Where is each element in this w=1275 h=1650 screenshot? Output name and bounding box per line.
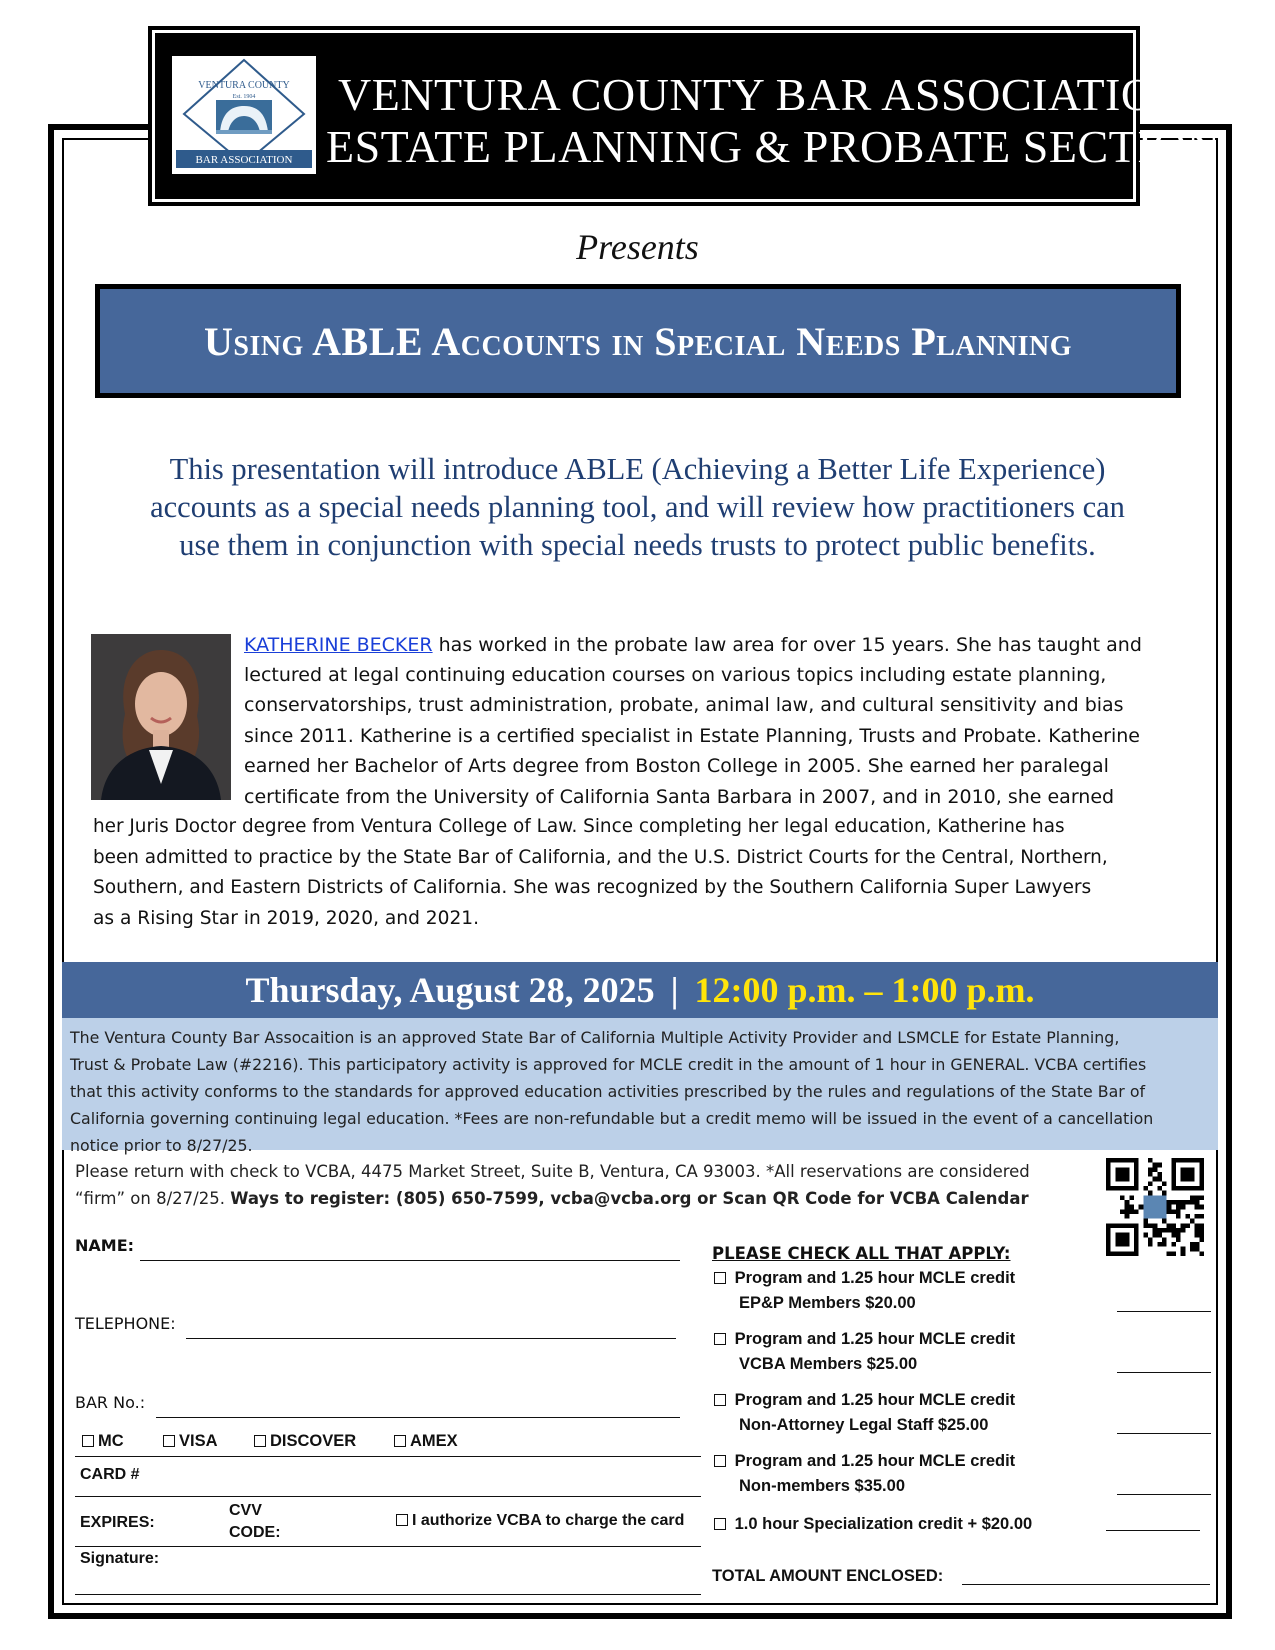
presents-text: Presents bbox=[576, 227, 699, 267]
bio-line: certificate from the University of California Santa Barbara in 2007, and in 2010, she earned bbox=[244, 786, 1115, 808]
event-date: Thursday, August 28, 2025 bbox=[245, 970, 655, 1010]
total-label: TOTAL AMOUNT ENCLOSED: bbox=[712, 1567, 944, 1585]
checkbox-icon[interactable] bbox=[82, 1435, 94, 1447]
card-type-divider bbox=[75, 1456, 701, 1457]
checkbox-icon[interactable] bbox=[714, 1394, 726, 1406]
register-ways: Ways to register: (805) 650-7599, vcba@vcba.org or Scan QR Code for VCBA Calendar bbox=[230, 1189, 1029, 1208]
option-epp-members[interactable]: Program and 1.25 hour MCLE credit EP&P Members $20.00 bbox=[714, 1266, 1015, 1316]
amount-line[interactable] bbox=[1117, 1433, 1211, 1434]
notice-line: Trust & Probate Law (#2216). This participatory activity is approved for MCLE credit in the amount of 1 hour in GENERAL. VCBA certifies bbox=[70, 1055, 1147, 1074]
event-time: 12:00 p.m. – 1:00 p.m. bbox=[694, 970, 1035, 1010]
expires-cvv-field[interactable] bbox=[75, 1546, 701, 1547]
checkbox-icon[interactable] bbox=[714, 1518, 726, 1530]
signature-label: Signature: bbox=[80, 1550, 160, 1567]
bio-line: lectured at legal continuing education courses on various topics including estate planning, bbox=[244, 664, 1107, 686]
card-number-field[interactable] bbox=[75, 1496, 701, 1497]
checkbox-icon[interactable] bbox=[396, 1514, 408, 1526]
date-separator: | bbox=[670, 970, 679, 1010]
amount-line[interactable] bbox=[1106, 1530, 1200, 1531]
option-vcba-members[interactable]: Program and 1.25 hour MCLE credit VCBA Members $25.00 bbox=[714, 1327, 1015, 1377]
bio-line: conservatorships, trust administration, probate, animal law, and cultural sensitivity and bias bbox=[244, 694, 1124, 716]
notice-line: notice prior to 8/27/25. bbox=[70, 1136, 253, 1155]
name-label: NAME: bbox=[75, 1236, 135, 1255]
header-line-2: ESTATE PLANNING & PROBATE SECTION bbox=[326, 121, 1221, 172]
notice-line: California governing continuing legal education. *Fees are non-refundable but a credit memo will be issued in the event of a cancellation bbox=[70, 1109, 1154, 1128]
intro-line: This presentation will introduce ABLE (Achieving a Better Life Experience) bbox=[169, 452, 1106, 486]
name-field[interactable] bbox=[140, 1260, 680, 1261]
option-specialization[interactable]: 1.0 hour Specialization credit + $20.00 bbox=[714, 1512, 1032, 1537]
bio-line: Southern, and Eastern Districts of California. She was recognized by the Southern California Super Lawyers bbox=[93, 877, 1092, 898]
amount-line[interactable] bbox=[1117, 1372, 1211, 1373]
authorize-checkbox[interactable]: I authorize VCBA to charge the card bbox=[396, 1512, 684, 1530]
checkbox-icon[interactable] bbox=[714, 1272, 726, 1284]
telephone-field[interactable] bbox=[186, 1338, 676, 1339]
bio-line: since 2011. Katherine is a certified specialist in Estate Planning, Trusts and Probate. Katherine bbox=[244, 725, 1140, 747]
speaker-photo bbox=[91, 634, 231, 800]
logo-est-text: Est. 1904 bbox=[232, 94, 256, 100]
vcba-logo bbox=[172, 56, 316, 174]
cvv-label: CVV CODE: bbox=[229, 1502, 281, 1541]
qr-code[interactable] bbox=[1106, 1158, 1204, 1256]
signature-field[interactable] bbox=[75, 1594, 701, 1595]
intro-line: use them in conjunction with special needs trusts to protect public benefits. bbox=[179, 528, 1096, 562]
program-title: Using ABLE Accounts in Special Needs Planning bbox=[203, 318, 1073, 364]
card-type-amex[interactable]: AMEX bbox=[394, 1432, 458, 1451]
telephone-label: TELEPHONE: bbox=[75, 1314, 176, 1333]
bio-line: been admitted to practice by the State Bar of California, and the U.S. District Courts for the Central, Northern, bbox=[93, 847, 1108, 868]
amount-line[interactable] bbox=[1117, 1494, 1211, 1495]
return-line: “firm” on 8/27/25. bbox=[75, 1189, 231, 1208]
bio-line: her Juris Doctor degree from Ventura College of Law. Since completing her legal education, Katherine has bbox=[93, 816, 1065, 837]
expires-label: EXPIRES: bbox=[80, 1514, 155, 1531]
return-line: Please return with check to VCBA, 4475 Market Street, Suite B, Ventura, CA 93003. *All reservations are considered bbox=[75, 1162, 1030, 1181]
speaker-name-link[interactable]: KATHERINE BECKER bbox=[244, 634, 433, 656]
option-non-attorney[interactable]: Program and 1.25 hour MCLE credit Non-Attorney Legal Staff $25.00 bbox=[714, 1388, 1015, 1438]
logo-bottom-text: BAR ASSOCIATION bbox=[195, 154, 293, 166]
card-type-visa[interactable]: VISA bbox=[163, 1432, 218, 1451]
bio-line: earned her Bachelor of Arts degree from Boston College in 2005. She earned her paralegal bbox=[244, 755, 1109, 777]
event-date-bar bbox=[62, 962, 1218, 1018]
notice-line: that this activity conforms to the standards for approved education activities prescribed by the rules and regulations of the State Bar of bbox=[70, 1082, 1146, 1101]
option-non-members[interactable]: Program and 1.25 hour MCLE credit Non-members $35.00 bbox=[714, 1449, 1015, 1499]
card-number-label: CARD # bbox=[80, 1466, 140, 1483]
bio-line: as a Rising Star in 2019, 2020, and 2021. bbox=[93, 908, 480, 929]
bar-number-label: BAR No.: bbox=[75, 1393, 146, 1412]
intro-line: accounts as a special needs planning tool, and will review how practitioners can bbox=[150, 490, 1125, 524]
checkbox-icon[interactable] bbox=[714, 1455, 726, 1467]
header-line-1: VENTURA COUNTY BAR ASSOCIATION bbox=[338, 69, 1189, 120]
bio-line: has worked in the probate law area for over 15 years. She has taught and bbox=[432, 634, 1142, 656]
card-type-discover[interactable]: DISCOVER bbox=[254, 1432, 356, 1451]
card-type-mc[interactable]: MC bbox=[82, 1432, 124, 1451]
checkbox-icon[interactable] bbox=[394, 1435, 406, 1447]
checkbox-icon[interactable] bbox=[714, 1333, 726, 1345]
notice-line: The Ventura County Bar Assocaition is an approved State Bar of California Multiple Activity Provider and LSMCLE for Estate Planning, bbox=[70, 1028, 1120, 1047]
logo-top-text: VENTURA COUNTY bbox=[198, 80, 290, 91]
bar-number-field[interactable] bbox=[156, 1417, 680, 1418]
check-all-header: PLEASE CHECK ALL THAT APPLY: bbox=[712, 1244, 1011, 1263]
total-amount-field[interactable] bbox=[962, 1584, 1210, 1585]
checkbox-icon[interactable] bbox=[163, 1435, 175, 1447]
intro-paragraph bbox=[90, 450, 1185, 564]
title-box bbox=[95, 284, 1181, 398]
checkbox-icon[interactable] bbox=[254, 1435, 266, 1447]
amount-line[interactable] bbox=[1117, 1311, 1211, 1312]
mcle-notice bbox=[62, 1018, 1218, 1155]
return-instructions bbox=[75, 1158, 1075, 1212]
